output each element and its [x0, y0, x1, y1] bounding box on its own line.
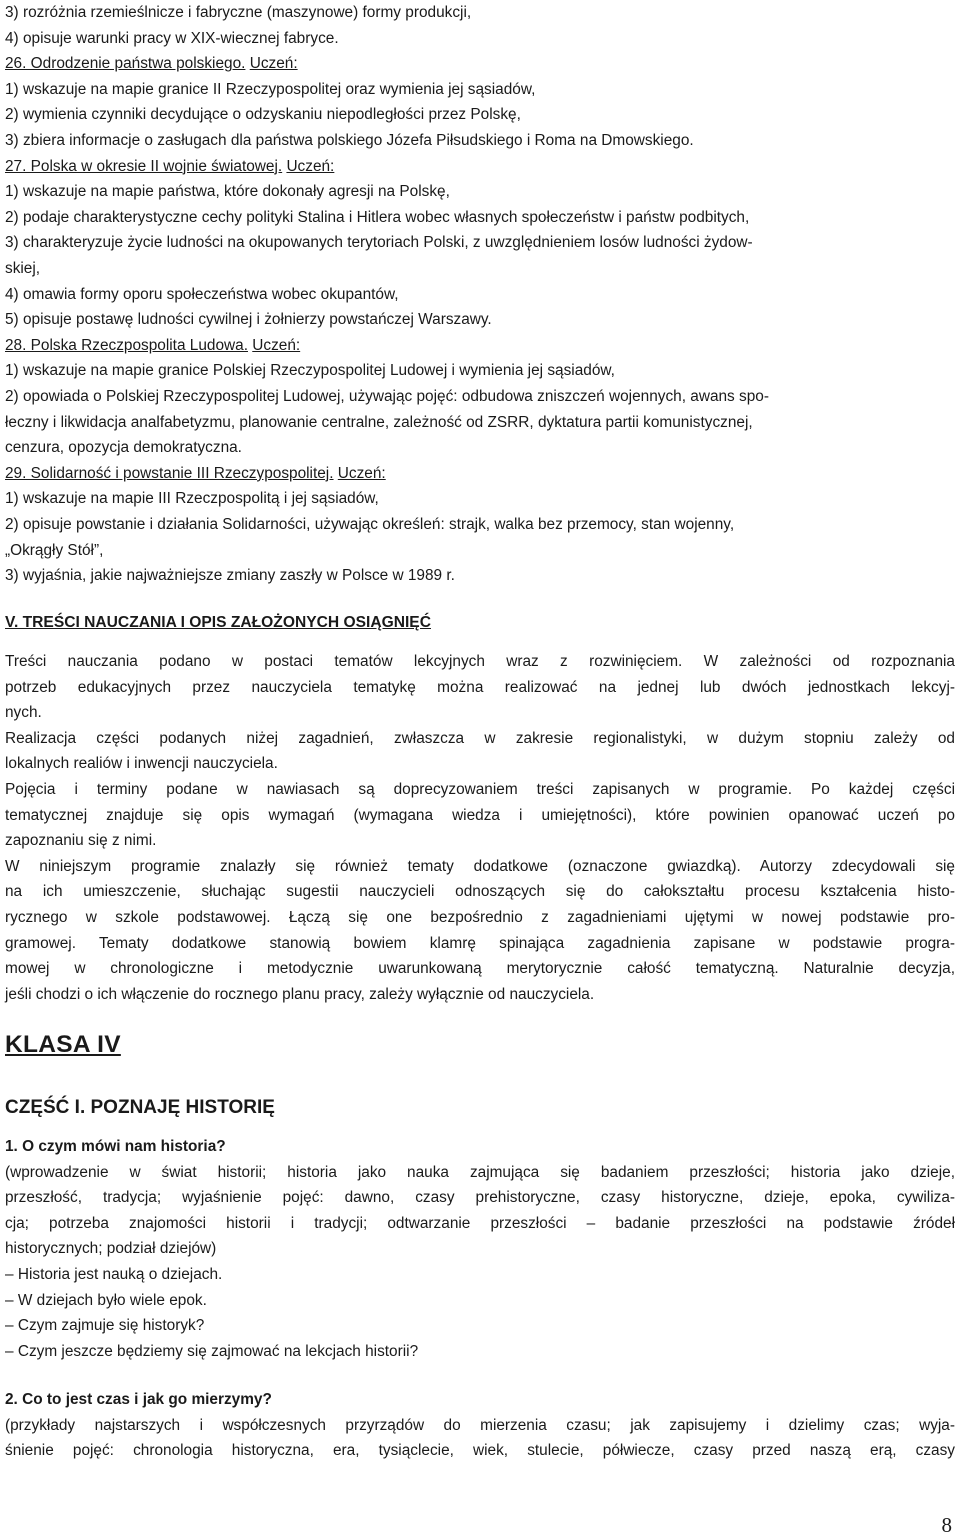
topic29-title: 29. Solidarność i powstanie III Rzeczypospolitej. — [5, 464, 334, 482]
text-line: 1) wskazuje na mapie III Rzeczpospolitą i jej sąsiadów, — [5, 490, 379, 508]
section-v-body — [5, 649, 955, 1007]
text-line: 1) wskazuje na mapie granice II Rzeczypospolitej oraz wymienia jej sąsiadów, — [5, 80, 536, 98]
topic26 — [5, 51, 955, 153]
topic29-heading — [5, 461, 955, 487]
klasa-heading-block — [5, 1030, 955, 1060]
text-line: potrzeb edukacyjnych przez nauczyciela tematykę można realizować na jednej lub dwóch jednostkach lekcyj- — [5, 678, 955, 696]
lesson1-title: 1. O czym mówi nam historia? — [5, 1138, 226, 1155]
text-line: historycznych; podział dziejów) — [5, 1240, 217, 1258]
topic26-uczen: Uczeń: — [249, 55, 298, 73]
text-line: lokalnych realiów i inwencji nauczyciela. — [5, 755, 278, 773]
text-line: zapoznaniu się z nimi. — [5, 832, 157, 850]
lesson1 — [5, 1134, 955, 1364]
czesc-heading: CZĘŚĆ I. POZNAJĘ HISTORIĘ — [5, 1097, 275, 1118]
text-line: 2) opisuje powstanie i działania Solidarności, używając określeń: strajk, walka bez przemocy, stan wojenny, — [5, 515, 735, 533]
czesc-heading-block — [5, 1096, 955, 1120]
lesson2-title: 2. Co to jest czas i jak go mierzymy? — [5, 1391, 272, 1408]
text-line: jeśli chodzi o ich włączenie do rocznego planu pracy, zależy wyłącznie od nauczyciela. — [5, 985, 595, 1003]
text-line: – Czym jeszcze będziemy się zajmować na lekcjach historii? — [5, 1342, 419, 1360]
klasa-heading: KLASA IV — [5, 1031, 121, 1058]
topic28 — [5, 333, 955, 461]
page-number: 8 — [941, 1513, 952, 1537]
lesson2 — [5, 1387, 955, 1464]
section-v-heading: V. TREŚCI NAUCZANIA I OPIS ZAŁOŻONYCH OSIĄGNIĘĆ — [5, 614, 431, 631]
text-line: rycznego w szkole podstawowej. Łączą się one bezpośrednio z zagadnieniami ujętymi w nowej podstawie pro- — [5, 908, 955, 926]
text-line: – W dziejach było wiele epok. — [5, 1291, 207, 1309]
text-line: Treści nauczania podano w postaci tematów lekcyjnych wraz z rozwinięciem. W zależności od rozpoznania — [5, 653, 955, 670]
topic28-title: 28. Polska Rzeczpospolita Ludowa. — [5, 336, 248, 354]
text-line: cja; potrzeba znajomości historii i tradycji; odtwarzanie przeszłości – badanie przeszłości na podstawie źródeł — [5, 1214, 955, 1232]
text-line: 1) wskazuje na mapie państwa, które dokonały agresji na Polskę, — [5, 183, 450, 201]
text-line: skiej, — [5, 259, 41, 277]
topic26-heading — [5, 51, 955, 77]
text-line: mowej w chronologiczne i metodycznie uwarunkowaną merytorycznie całość tematyczną. Naturalnie decyzja, — [5, 960, 955, 978]
text-line: na ich umieszczenie, słuchając sugestii nauczycieli odnoszących się do całokształtu procesu kształcenia histo- — [5, 883, 955, 901]
topic27-uczen: Uczeń: — [286, 157, 335, 175]
topic28-uczen: Uczeń: — [252, 336, 301, 354]
topic25-tail — [5, 0, 955, 51]
text-line: Pojęcia i terminy podane w nawiasach są doprecyzowaniem treści zapisanych w programie. Po każdej części — [5, 780, 955, 798]
text-line: 3) wyjaśnia, jakie najważniejsze zmiany zaszły w Polsce w 1989 r. — [5, 567, 455, 585]
topic29 — [5, 461, 955, 589]
topic28-heading — [5, 333, 955, 359]
text-line: gramowej. Tematy dodatkowe stanowią bowiem klamrę spinająca zagadnienia zapisane w podstawie progra- — [5, 934, 955, 952]
topic27 — [5, 154, 955, 333]
text-line: nych. — [5, 704, 42, 722]
text-line: 2) opowiada o Polskiej Rzeczypospolitej Ludowej, używając pojęć: odbudowa zniszczeń wojennych, awans spo- — [5, 387, 769, 405]
text-line: 3) zbiera informacje o zasługach dla państwa polskiego Józefa Piłsudskiego i Roma na Dmowskiego. — [5, 131, 694, 149]
text-line: – Historia jest nauką o dziejach. — [5, 1265, 223, 1283]
text-line: (przykłady najstarszych i współczesnych przyrządów do mierzenia czasu; jak zapisujemy i dzielimy czas; wyja- — [5, 1416, 955, 1434]
text-line: – Czym zajmuje się historyk? — [5, 1317, 205, 1335]
text-line: W niniejszym programie znalazły się również tematy dodatkowe (oznaczone gwiazdką). Autorzy zdecydowali się — [5, 857, 955, 875]
topic26-title: 26. Odrodzenie państwa polskiego. — [5, 55, 246, 73]
text-line: 2) wymienia czynniki decydujące o odzyskaniu niepodległości przez Polskę, — [5, 106, 521, 124]
text-line: Realizacja części podanych niżej zagadnień, zwłaszcza w zakresie regionalistyki, w dużym stopniu zależy od — [5, 729, 955, 747]
text-line: „Okrągły Stół”, — [5, 541, 104, 559]
text-line: śnienie pojęć: chronologia historyczna, era, tysiąclecie, wiek, stulecie, półwiecze, czasy przed naszą erą, czasy — [5, 1442, 955, 1460]
text-line: 1) wskazuje na mapie granice Polskiej Rzeczypospolitej Ludowej i wymienia jej sąsiadów, — [5, 362, 615, 380]
text-line: 3) rozróżnia rzemieślnicze i fabryczne (maszynowe) formy produkcji, — [5, 4, 472, 21]
topic29-uczen: Uczeń: — [337, 464, 386, 482]
topic27-title: 27. Polska w okresie II wojnie światowej. — [5, 157, 283, 175]
text-line: tematycznej znajduje się opis wymagań (wymagana wiedza i umiejętności), które powinien opanować uczeń po — [5, 806, 955, 824]
text-line: 4) opisuje warunki pracy w XIX-wiecznej fabryce. — [5, 29, 339, 47]
text-line: 5) opisuje postawę ludności cywilnej i żołnierzy powstańczej Warszawy. — [5, 311, 492, 329]
text-line: 4) omawia formy oporu społeczeństwa wobec okupantów, — [5, 285, 399, 303]
text-line: przeszłość, tradycja; wyjaśnienie pojęć: dawno, czasy prehistoryczne, czasy historyczne, dzieje, epoka, cywiliza- — [5, 1189, 955, 1207]
text-line: łeczny i likwidacja analfabetyzmu, planowanie centralne, zależność od ZSRR, dyktatura partii komunistycznej, — [5, 413, 753, 431]
text-line: 2) podaje charakterystyczne cechy polityki Stalina i Hitlera wobec własnych społeczeństw i państw podbitych, — [5, 208, 750, 226]
topic27-heading — [5, 154, 955, 180]
text-line: (wprowadzenie w świat historii; historia jako nauka zajmująca się badaniem przeszłości; historia jako dzieje, — [5, 1163, 955, 1181]
text-line: cenzura, opozycja demokratyczna. — [5, 439, 242, 457]
section-v — [5, 610, 955, 636]
text-line: 3) charakteryzuje życie ludności na okupowanych terytoriach Polski, z uwzględnieniem losów ludności żydow- — [5, 234, 753, 252]
